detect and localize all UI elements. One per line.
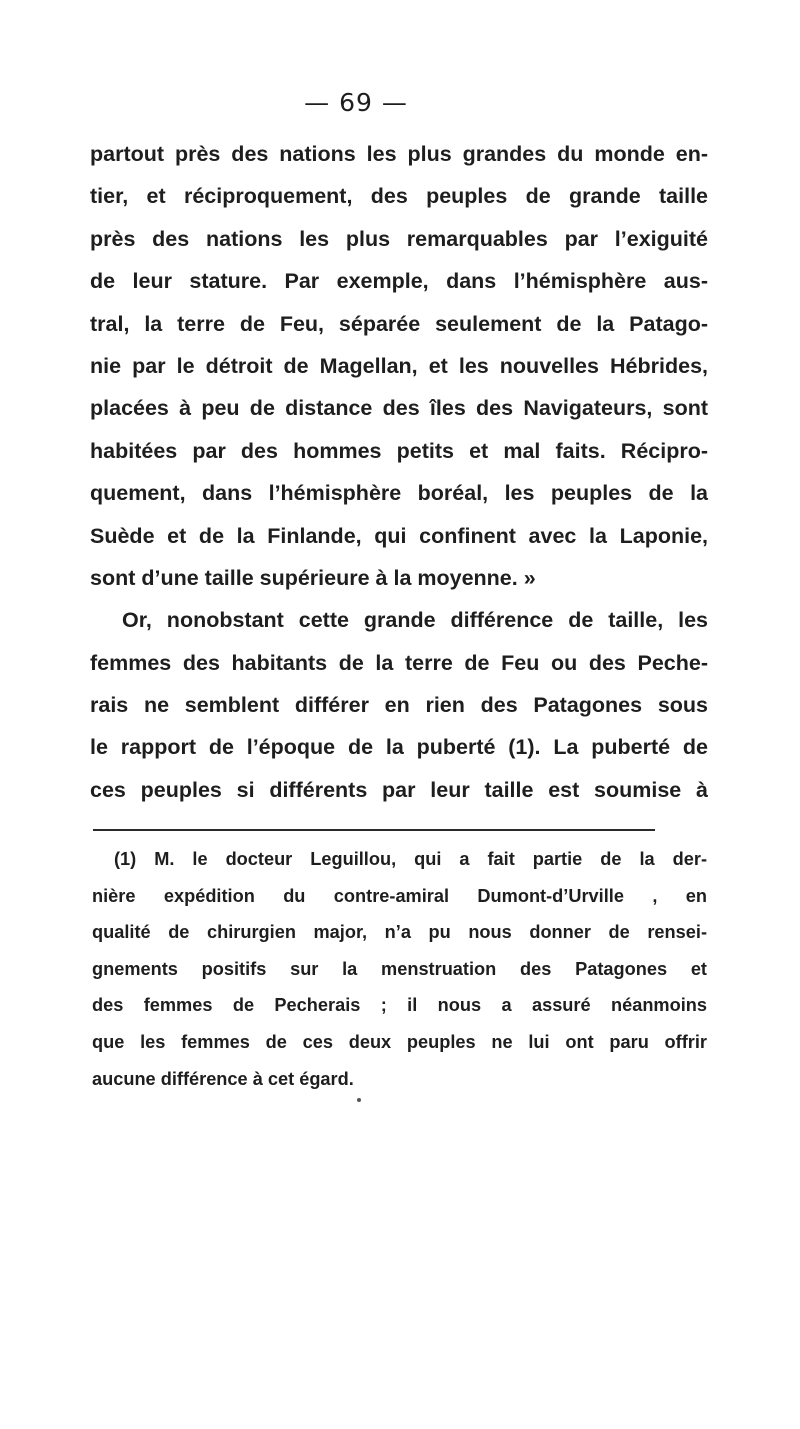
body-line: le rapport de l’époque de la puberté (1). La puberté de bbox=[90, 735, 708, 760]
page-number: — 69 — bbox=[304, 88, 408, 117]
body-line: près des nations les plus remarquables par l’exiguité bbox=[90, 226, 708, 251]
body-line: Or, nonobstant cette grande différence de taille, les bbox=[122, 608, 708, 633]
body-paragraphs bbox=[90, 133, 708, 811]
footnote-line: que les femmes de ces deux peuples ne lui ont paru offrir bbox=[92, 1031, 707, 1052]
footnote bbox=[92, 841, 707, 1097]
body-line: tral, la terre de Feu, séparée seulement de la Patago- bbox=[90, 311, 708, 336]
body-line: quement, dans l’hémisphère boréal, les peuples de la bbox=[90, 481, 708, 506]
ink-speck bbox=[357, 1098, 361, 1102]
body-line: tier, et réciproquement, des peuples de grande taille bbox=[90, 184, 708, 209]
footnote-line: gnements positifs sur la menstruation des Patagones et bbox=[92, 958, 707, 979]
body-line: partout près des nations les plus grandes du monde en- bbox=[90, 142, 708, 166]
body-line: Suède et de la Finlande, qui confinent avec la Laponie, bbox=[90, 523, 708, 548]
body-line: sont d’une taille supérieure à la moyenne. » bbox=[90, 565, 536, 590]
body-line: ces peuples si différents par leur taille est soumise à bbox=[90, 777, 708, 802]
footnote-line: aucune différence à cet égard. bbox=[92, 1068, 354, 1089]
footnote-line: (1) M. le docteur Leguillou, qui a fait partie de la der- bbox=[114, 849, 707, 869]
body-line: placées à peu de distance des îles des Navigateurs, sont bbox=[90, 396, 708, 421]
body-line: habitées par des hommes petits et mal faits. Récipro- bbox=[90, 438, 708, 463]
body-line: de leur stature. Par exemple, dans l’hémisphère aus- bbox=[90, 269, 708, 294]
footnote-line: des femmes de Pecherais ; il nous a assuré néanmoins bbox=[92, 995, 707, 1016]
body-line: rais ne semblent différer en rien des Patagones sous bbox=[90, 693, 708, 718]
body-line: femmes des habitants de la terre de Feu ou des Peche- bbox=[90, 650, 708, 675]
body-line: nie par le détroit de Magellan, et les nouvelles Hébrides, bbox=[90, 353, 708, 378]
footnote-separator bbox=[93, 829, 655, 831]
footnote-line: qualité de chirurgien major, n’a pu nous donner de rensei- bbox=[92, 922, 707, 943]
footnote-line: nière expédition du contre-amiral Dumont-d’Urville , en bbox=[92, 885, 707, 906]
